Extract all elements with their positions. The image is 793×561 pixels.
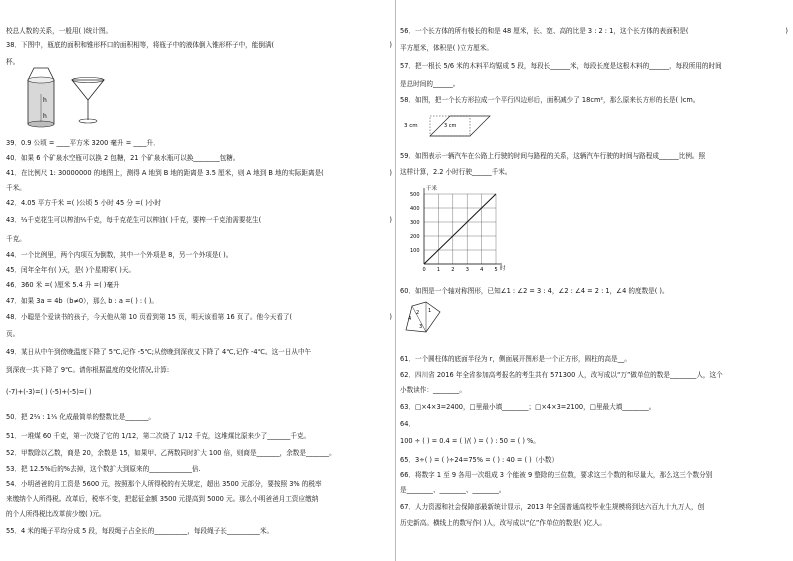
question-62: 62．四川省 2016 年全省参加高考报名的考生共有 571300 人，改写成以“万”做单位的数是________人，这个	[400, 371, 723, 379]
question-54-cont2: 的个人所得税比改革前少缴( )元。	[6, 510, 106, 518]
graph-ytick: 400	[410, 206, 420, 212]
question-61: 61．一个圆柱体的底面半径为 r，侧面展开图形是一个正方形，圆柱的高是__。	[400, 355, 631, 363]
q38-paren: )	[389, 41, 392, 49]
question-42: 42．4.05 平方千米 =( )公顷 5 小时 45 分 =( )小时	[6, 199, 161, 207]
question-47: 47．如果 3a = 4b（b≠0），那么 b : a =( ) : ( )。	[6, 297, 159, 305]
question-62-cont: 小数读作：________。	[400, 386, 466, 394]
question-48-cont: 页。	[6, 330, 20, 338]
graph-xtick: 3	[465, 267, 469, 273]
question-38: 38．下图中，瓶底的面积和锥形杯口的面积相等，将瓶子中的液体倒入锥形杯子中，能倒满(	[6, 41, 275, 49]
graph-ytick: 300	[410, 220, 420, 226]
question-52: 52．甲数除以乙数，商是 20，余数是 15，如果甲、乙两数同时扩大 100 倍，则商是_______，余数是_______。	[6, 449, 336, 457]
question-58: 58．如图，把一个长方形拉成一个平行四边形后，面积减少了 18cm²，那么原来长方形的长是( )cm。	[400, 96, 700, 104]
question-64: 64．	[400, 420, 415, 428]
graph-ytick: 500	[410, 192, 420, 198]
fig38-label-h2: h	[43, 113, 47, 120]
question-65: 65．3÷( ) = ( )÷24=75% = ( ) : 40 = ( )（小数）	[400, 456, 559, 464]
q48-paren: )	[389, 313, 392, 321]
question-37-cont: 校总人数的关系，一般用( )统计图。	[6, 27, 113, 35]
distance-time-graph	[400, 182, 510, 282]
column-divider	[395, 0, 396, 561]
question-41-cont: 千米。	[6, 184, 26, 192]
question-39: 39．0.9 公顷 = ____平方米 3200 毫升 = ____升．	[6, 139, 160, 147]
fig38-label-h1: h	[43, 97, 47, 104]
question-55: 55．4 米的绳子平均分成 5 段，每段绳子占全长的__________，每段绳子长__________米。	[6, 527, 274, 535]
graph-ytick: 200	[410, 234, 420, 240]
question-40: 40．如果 6 个矿泉水空瓶可以换 2 包糖，21 个矿泉水瓶可以换________包糖。	[6, 154, 240, 162]
question-43: 43．⅔千克花生可以榨油⅖千克，每千克花生可以榨油( )千克，要榨一千克油需要花生(	[6, 216, 262, 224]
question-56: 56．一个长方体的所有棱长的和是 48 厘米，长、宽、高的比是 3 : 2 : 1，这个长方体的表面积是(	[400, 27, 689, 35]
question-67: 67．人力资源和社会保障部最新统计显示，2013 年全国普通高校毕业生规模将到达六百九十九万人，创	[400, 503, 705, 511]
graph-xtick: 0	[422, 267, 426, 273]
question-49-calc: (-7)+(-3)=( ) (-5)+(-5)=( )	[6, 388, 92, 396]
graph-data-line	[424, 194, 496, 264]
question-48: 48．小聪是个爱读书的孩子，今天他从第 10 页看到第 15 页，明天该看第 16 页了。他今天看了(	[6, 313, 293, 321]
right-column	[400, 0, 788, 561]
graph-xtick: 5	[494, 267, 498, 273]
symmetric-figure	[404, 300, 444, 336]
question-56-cont: 平方厘米，体积是( )立方厘米。	[400, 44, 493, 52]
graph-xtick: 2	[451, 267, 455, 273]
question-41: 41．在比例尺 1: 30000000 的地图上，测得 A 地到 B 地的距离是 3.5 厘米，则 A 地到 B 地的实际距离是(	[6, 169, 324, 177]
question-49-cont: 到深夜一共下降了 9℃。请你根据温度的变化情况,计算:	[6, 366, 170, 374]
graph-ytick: 100	[410, 248, 420, 254]
question-66-cont: 是________、________、________。	[400, 486, 506, 494]
question-59: 59．如图表示一辆汽车在公路上行驶的时间与路程的关系，这辆汽车行驶的时间与路程成______比例。照	[400, 152, 706, 160]
question-45: 45．闰年全年有( )天，是( )个星期零( )天。	[6, 266, 136, 274]
left-column	[6, 0, 392, 561]
parallelogram-figure	[404, 112, 494, 140]
question-54-cont: 来缴纳个人所得税。改革后，税率不变，把起征金额 3500 元提高到 5000 元。那么小明爸爸月工资应缴纳	[6, 495, 319, 503]
question-57-cont: 是总时间的______。	[400, 80, 460, 88]
question-64-expr: 100 ÷ ( ) = 0.4 = ( )/( ) = ( ) : 50 = ( ) %。	[400, 437, 540, 445]
question-59-cont: 这样计算，2.2 小时行驶______千米。	[400, 168, 512, 176]
fig60-label-3: 3	[419, 324, 423, 330]
bottle-and-cone-figure	[20, 66, 110, 128]
graph-xlabel: 时	[500, 266, 506, 272]
question-54: 54．小明爸爸的月工资是 5600 元，按照那个人所得税的有关规定，超出 3500 元部分，要按照 3% 的税率	[6, 480, 322, 488]
fig58-inner-label: 3 cm	[444, 123, 457, 129]
fig58-side-label: 3 cm	[404, 123, 418, 129]
question-53: 53．把 12.5%后的%去掉，这个数扩大到原来的_____________倍.	[6, 465, 201, 473]
question-67-cont: 历史新高。横线上的数写作( )人，改写成以“亿”作单位的数是( )亿人。	[400, 519, 606, 527]
graph-xtick: 1	[436, 267, 441, 273]
question-60: 60．如图是一个轴对称图形，已知∠1 : ∠2 = 3 : 4，∠2 : ∠4 = 2 : 1，∠4 的度数是( )。	[400, 287, 669, 295]
question-66: 66．将数字 1 至 9 各用一次组成 3 个能被 9 整除的三位数，要求这三个数的和尽量大，那么这三个数分别	[400, 471, 713, 479]
question-63: 63．□×4×3=2400，□里最小填________；□×4×3=2100，□里最大填________。	[400, 403, 656, 411]
q43-paren: )	[389, 216, 392, 224]
question-38-cont: 杯。	[6, 58, 20, 66]
fig60-label-4: 4	[408, 316, 412, 322]
question-43-cont: 千克。	[6, 235, 26, 243]
question-57: 57．把一根长 5/6 米的木料平均锯成 5 段，每段长______米，每段长度是这根木料的______，每段所用的时间	[400, 62, 722, 70]
question-46: 46．360 米 =( )厘米 5.4 升 =( )毫升	[6, 281, 120, 289]
q56-paren: )	[785, 27, 788, 35]
question-50: 50．把 2⅔ : 1⅕ 化成最简单的整数比是_______。	[6, 413, 155, 421]
question-51: 51．一堆煤 60 千克，第一次烧了它的 1/12，第二次烧了 1/12 千克，这堆煤比原来少了_______千克。	[6, 432, 311, 440]
question-44: 44．一个比例里，两个内项互为倒数，其中一个外项是 8，另一个外项是( )。	[6, 251, 233, 259]
graph-xtick: 4	[480, 267, 484, 273]
graph-ylabel: 千米	[426, 186, 438, 192]
question-49: 49．某日从中午到傍晚温度下降了 5℃,记作 -5℃;从傍晚到深夜又下降了 4℃,记作 -4℃。这一日从中午	[6, 348, 312, 356]
fig60-label-1: 1	[428, 308, 432, 314]
q41-paren: )	[389, 169, 392, 177]
fig60-label-2: 2	[416, 310, 420, 316]
